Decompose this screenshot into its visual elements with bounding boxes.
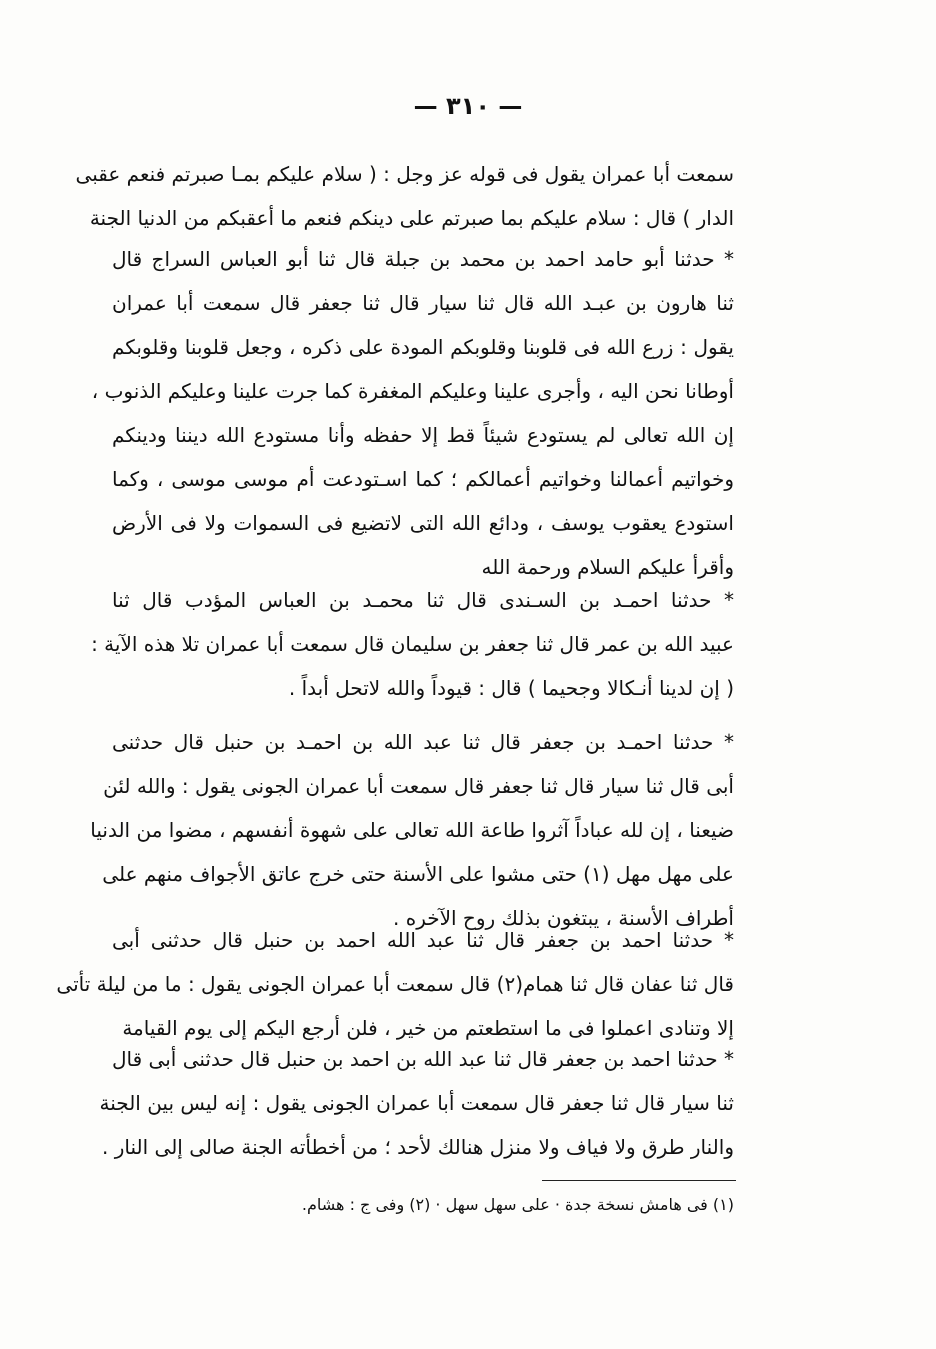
text-line: * حدثنا احمـد بن السـندى قال ثنا محمـد بن العباس المؤدب قال ثنا xyxy=(112,588,734,612)
text-line: استودع يعقوب يوسف ، ودائع الله التى لاتضيع فى السموات ولا فى الأرض xyxy=(112,511,734,535)
text-line: ( إن لدينا أنـكالا وجحيما ) قال : قيوداً والله لاتحل أبداً . xyxy=(288,676,734,700)
paragraph-6 xyxy=(99,1037,734,1169)
paragraph-3 xyxy=(91,578,734,710)
text-line: * حدثنا احمـد بن جعفر قال ثنا عبد الله بن احمـد بن حنبل قال حدثنى xyxy=(112,730,734,754)
text-line: أبى قال ثنا سيار قال ثنا جعفر قال سمعت أبا عمران الجونى يقول : والله لئن xyxy=(103,774,734,798)
text-line: الدار ) قال : سلام عليكم بما صبرتم على دينكم فنعم ما أعقبكم من الدنيا الجنة xyxy=(89,206,734,230)
paragraph-1 xyxy=(75,152,734,240)
text-line: ثنا سيار قال ثنا جعفر قال سمعت أبا عمران الجونى يقول : إنه ليس بين الجنة xyxy=(99,1091,734,1115)
text-line: ثنا هارون بن عبـد الله قال ثنا سيار قال ثنا جعفر قال سمعت أبا عمران xyxy=(112,291,734,315)
text-line: يقول : زرع الله فى قلوبنا وقلوبكم المودة على ذكره ، وجعل قلوبنا وقلوبكم xyxy=(112,335,734,359)
footnote: (١) فى هامش نسخة جدة · على سهل سهل · (٢) وفى ج : هشام. xyxy=(301,1195,734,1214)
text-line: وأقرأ عليكم السلام ورحمة الله xyxy=(481,555,734,579)
text-line: وخواتيم أعمالنا وخواتيم أعمالكم ؛ كما اسـتودعت أم موسى موسى ، وكما xyxy=(112,467,734,491)
page-number: — ٣١٠ — xyxy=(413,92,523,120)
footnote-divider xyxy=(542,1180,736,1181)
text-line: أطراف الأسنة ، يبتغون بذلك روح الآخره . xyxy=(393,906,734,930)
text-line: والنار طرق ولا فياف ولا منزل هنالك لأحد ؛ من أخطأته الجنة صالى إلى النار . xyxy=(102,1135,734,1159)
text-line: على مهل مهل (١) حتى مشوا على الأسنة حتى خرج عاتق الأجواف منهم على xyxy=(102,862,734,886)
text-line: إن الله تعالى لم يستودع شيئاً قط إلا حفظه وأنا مستودع الله ديننا ودينكم xyxy=(112,423,734,447)
text-line: ضيعنا ، إن لله عباداً آثروا طاعة الله تعالى على شهوة أنفسهم ، مضوا من الدنيا xyxy=(90,818,734,842)
paragraph-2 xyxy=(91,237,734,589)
paragraph-5 xyxy=(56,918,734,1050)
text-line: أوطانا نحن اليه ، وأجرى علينا وعليكم المغفرة كما جرت علينا وعليكم الذنوب ، xyxy=(91,379,734,403)
text-line: قال ثنا عفان قال ثنا همام(٢) قال سمعت أبا عمران الجونى يقول : ما من ليلة تأتى xyxy=(56,972,734,996)
text-line: * حدثنا أبو حامد احمد بن محمد بن جبلة قال ثنا أبو العباس السراج قال xyxy=(112,247,734,271)
paragraph-4 xyxy=(90,720,734,940)
text-line: * حدثنا احمد بن جعفر قال ثنا عبد الله بن احمد بن حنبل قال حدثنى أبى قال xyxy=(112,1047,734,1071)
text-line: عبيد الله بن عمر قال ثنا جعفر بن سليمان قال سمعت أبا عمران تلا هذه الآية : xyxy=(91,632,734,656)
text-line: إلا وتنادى اعملوا فى ما استطعتم من خير ، فلن أرجع اليكم إلى يوم القيامة xyxy=(122,1016,734,1040)
text-line: * حدثنا احمد بن جعفر قال ثنا عبد الله احمد بن حنبل قال حدثنى أبى xyxy=(112,928,734,952)
text-line: سمعت أبا عمران يقول فى قوله عز وجل : ( سلام عليكم بمـا صبرتم فنعم عقبى xyxy=(75,162,734,186)
